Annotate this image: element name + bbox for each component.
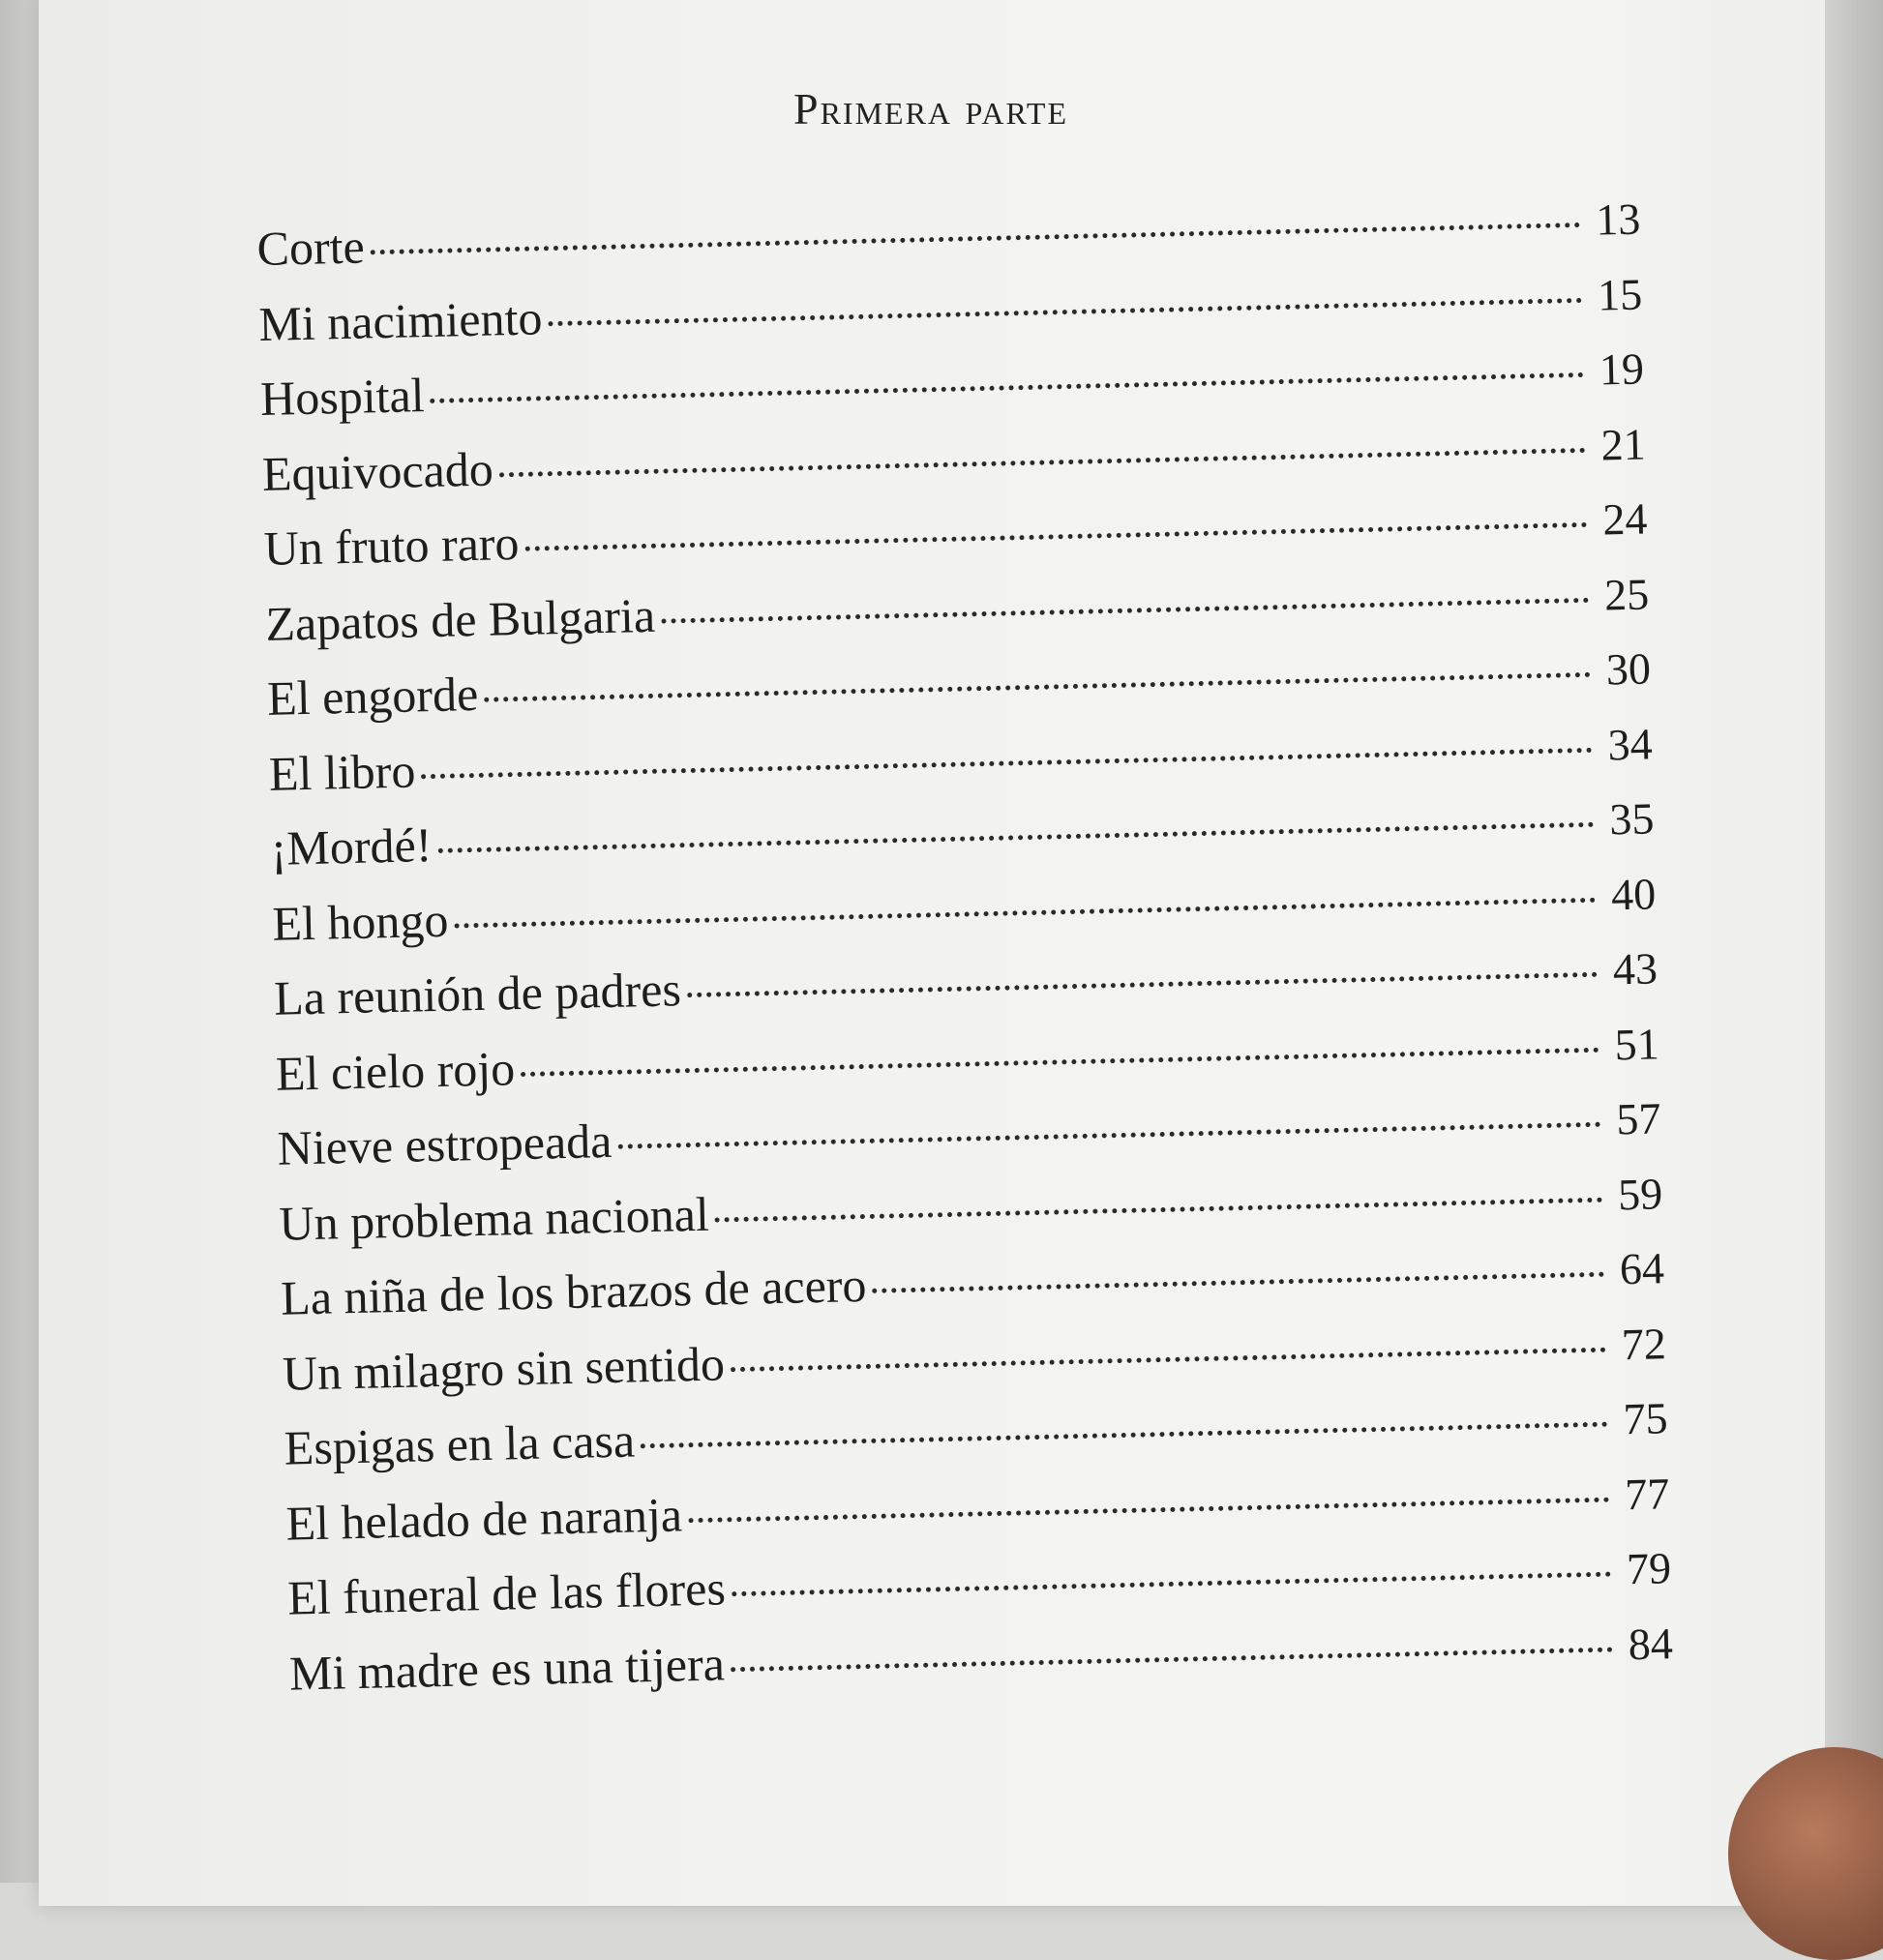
dot-leader	[437, 822, 1594, 853]
toc-entry-page: 40	[1610, 868, 1657, 919]
toc-entry-page: 84	[1628, 1618, 1674, 1669]
toc-entry-page: 21	[1600, 418, 1647, 470]
dot-leader	[872, 1272, 1604, 1293]
toc-entry-title: El funeral de las flores	[286, 1560, 727, 1625]
toc-entry-title: La niña de los brazos de acero	[280, 1257, 868, 1325]
toc-entry-title: Un fruto raro	[263, 515, 521, 576]
toc-entry-page: 15	[1597, 269, 1643, 320]
toc-entry-title: Equivocado	[261, 441, 494, 501]
toc-entry-page: 34	[1607, 718, 1654, 769]
dot-leader	[641, 1422, 1607, 1449]
dot-leader	[661, 597, 1589, 623]
dot-leader	[731, 1647, 1613, 1672]
dot-leader	[421, 747, 1592, 778]
dot-leader	[548, 297, 1582, 325]
toc-entry-page: 25	[1603, 568, 1650, 619]
table-of-contents	[256, 190, 1674, 1720]
dot-leader	[371, 223, 1581, 254]
toc-entry-page: 51	[1614, 1018, 1660, 1069]
toc-entry-title: Hospital	[259, 368, 426, 426]
toc-entry-page: 57	[1615, 1093, 1662, 1144]
dot-leader	[521, 1047, 1599, 1076]
dot-leader	[499, 447, 1586, 476]
toc-entry-page: 13	[1595, 193, 1641, 245]
toc-entry-page: 59	[1617, 1168, 1663, 1219]
toc-entry-title: ¡Mordé!	[270, 817, 433, 876]
toc-entry-page: 79	[1626, 1543, 1672, 1594]
toc-entry-title: Un problema nacional	[278, 1186, 710, 1251]
dot-leader	[454, 897, 1596, 928]
toc-entry-title: El hongo	[271, 892, 450, 951]
dot-leader	[715, 1197, 1603, 1222]
dot-leader	[484, 672, 1591, 702]
dot-leader	[732, 1572, 1611, 1597]
toc-entry-page: 35	[1608, 793, 1655, 845]
toc-entry-page: 64	[1619, 1243, 1665, 1294]
toc-entry-page: 19	[1599, 343, 1645, 395]
dot-leader	[431, 372, 1584, 403]
book-right-edge	[1825, 0, 1883, 1883]
toc-entry-title: Un milagro sin sentido	[282, 1335, 726, 1401]
toc-entry-page: 77	[1624, 1468, 1670, 1519]
toc-entry-title: El engorde	[266, 666, 479, 726]
toc-entry-title: Espigas en la casa	[284, 1412, 636, 1475]
toc-entry-title: Corte	[256, 219, 366, 276]
toc-entry-title: El cielo rojo	[275, 1040, 516, 1101]
dot-leader	[617, 1122, 1600, 1149]
toc-entry-title: Mi nacimiento	[257, 289, 543, 351]
toc-entry-title: Zapatos de Bulgaria	[264, 587, 656, 651]
toc-entry-page: 72	[1621, 1318, 1667, 1369]
toc-entry-title: Mi madre es una tijera	[288, 1635, 726, 1701]
dot-leader	[687, 972, 1598, 997]
toc-entry-title: El helado de naranja	[284, 1486, 683, 1551]
toc-entry-title: La reunión de padres	[273, 962, 682, 1025]
toc-entry-page: 43	[1612, 943, 1659, 995]
toc-entry-page: 30	[1605, 643, 1652, 695]
dot-leader	[731, 1347, 1606, 1372]
toc-entry-page: 75	[1622, 1393, 1669, 1444]
toc-entry-title: Nieve estropeada	[277, 1113, 613, 1175]
toc-entry-page: 24	[1601, 493, 1648, 545]
dot-leader	[688, 1497, 1609, 1523]
toc-entry-title: El libro	[268, 742, 416, 801]
dot-leader	[525, 522, 1588, 551]
part-heading: Primera parte	[793, 84, 1069, 134]
